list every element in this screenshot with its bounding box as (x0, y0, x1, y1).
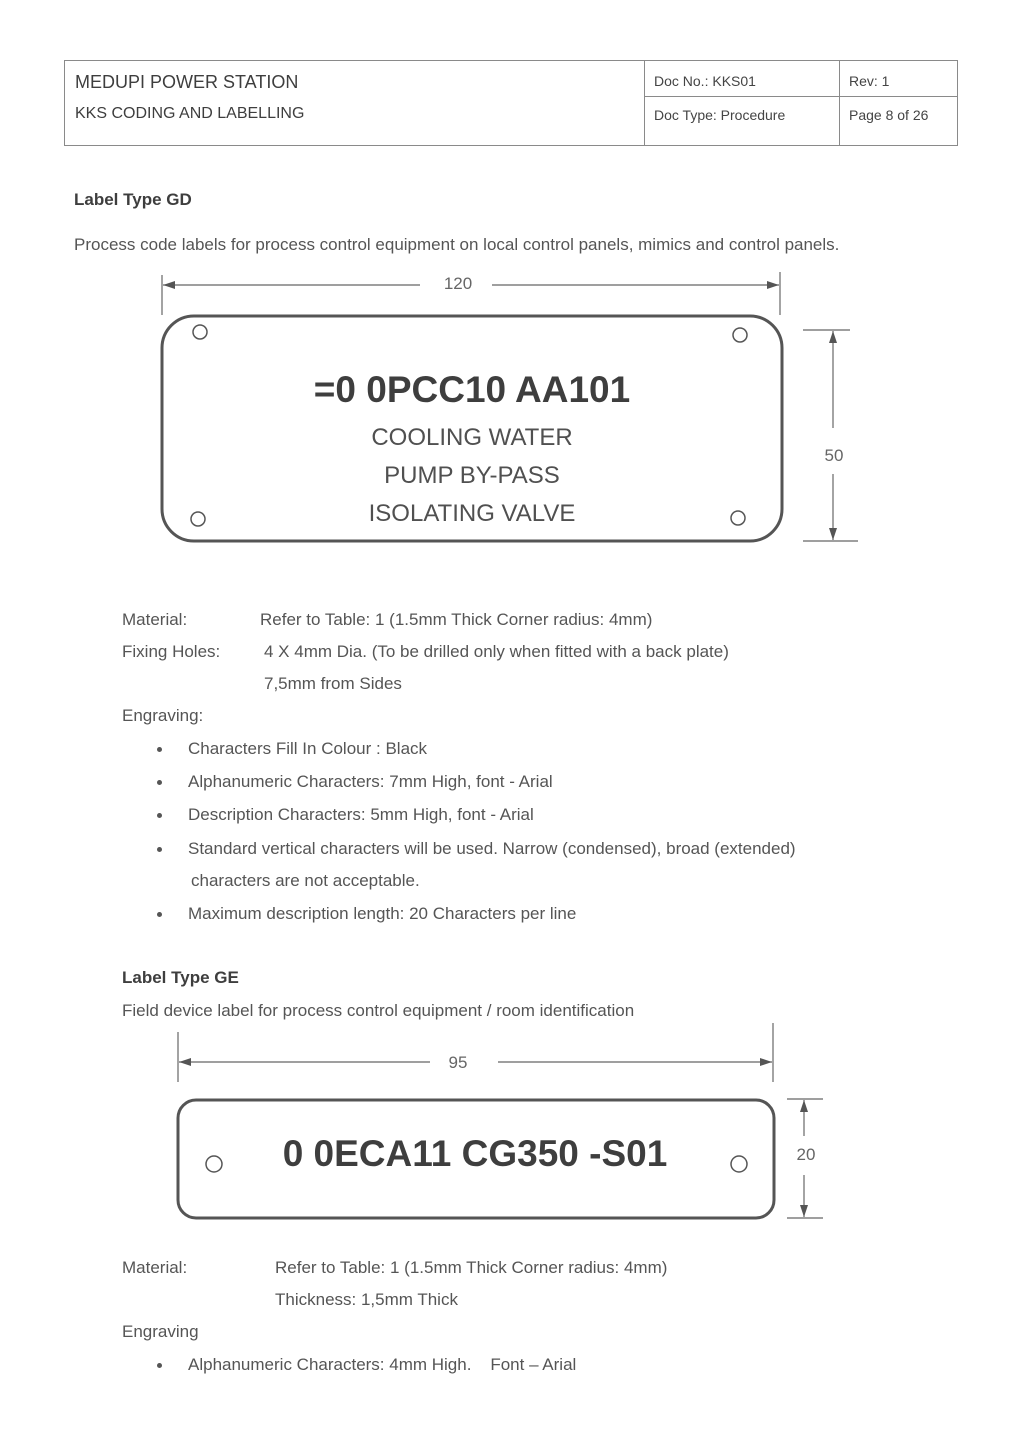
fixing-hole-icon (193, 325, 207, 339)
bullet-icon (157, 912, 162, 917)
revision: Rev: 1 (849, 73, 890, 89)
gd-fixing-value: 4 X 4mm Dia. (To be drilled only when fitted with a back plate) (264, 642, 729, 661)
gd-material-value: Refer to Table: 1 (1.5mm Thick Corner radius: 4mm) (260, 610, 653, 629)
fixing-hole-icon (191, 512, 205, 526)
gd-material-label: Material: (122, 610, 188, 629)
fixing-hole-icon (733, 328, 747, 342)
ge-dim-width: 95 (435, 1053, 481, 1073)
bullet-icon (157, 780, 162, 785)
ge-plate-code: 0 0ECA11 CG350 -S01 (282, 1133, 668, 1174)
gd-plate-desc-line: PUMP BY-PASS (384, 462, 560, 489)
ge-material-value: Refer to Table: 1 (1.5mm Thick Corner radius: 4mm) (275, 1258, 668, 1277)
ge-thickness-value: Thickness: 1,5mm Thick (275, 1290, 458, 1309)
fixing-hole-icon (206, 1156, 222, 1172)
doc-type: Doc Type: Procedure (654, 107, 786, 123)
gd-bullet: Alphanumeric Characters: 7mm High, font - Arial (188, 772, 553, 791)
arrow-down-icon (829, 528, 837, 540)
bullet-icon (157, 747, 162, 752)
ge-dim-height: 20 (792, 1145, 820, 1165)
gd-plate-desc-line: ISOLATING VALVE (368, 500, 576, 527)
bullet-icon (157, 847, 162, 852)
doc-number: Doc No.: KKS01 (654, 73, 756, 89)
gd-fixing-label: Fixing Holes: (122, 642, 221, 661)
doc-title: KKS CODING AND LABELLING (75, 105, 305, 122)
gd-engraving-label: Engraving: (122, 706, 204, 725)
gd-bullet: Characters Fill In Colour : Black (188, 739, 428, 758)
arrow-left-icon (163, 281, 175, 289)
arrow-up-icon (800, 1100, 808, 1112)
gd-plate-code: =0 0PCC10 AA101 (313, 369, 631, 410)
gd-dim-height: 50 (820, 446, 848, 466)
arrow-up-icon (829, 331, 837, 343)
ge-intro: Field device label for process control equipment / room identification (122, 1001, 635, 1020)
gd-bullet: Maximum description length: 20 Characters per line (188, 904, 577, 923)
org-name: MEDUPI POWER STATION (75, 72, 299, 92)
bullet-icon (157, 813, 162, 818)
gd-intro: Process code labels for process control equipment on local control panels, mimics and control panels. (74, 235, 840, 254)
ge-material-label: Material: (122, 1258, 188, 1277)
arrow-right-icon (760, 1058, 772, 1066)
gd-fixing-value-cont: 7,5mm from Sides (264, 674, 402, 693)
gd-plate-desc-line: COOLING WATER (371, 424, 573, 451)
arrow-left-icon (179, 1058, 191, 1066)
gd-dim-width: 120 (436, 274, 480, 294)
gd-heading: Label Type GD (74, 190, 192, 209)
gd-bullet-cont: characters are not acceptable. (191, 871, 420, 890)
gd-bullet: Standard vertical characters will be used. Narrow (condensed), broad (extended) (188, 839, 796, 858)
bullet-icon (157, 1363, 162, 1368)
fixing-hole-icon (731, 1156, 747, 1172)
ge-engraving-label: Engraving (122, 1322, 199, 1341)
ge-heading: Label Type GE (122, 968, 239, 987)
page-number: Page 8 of 26 (849, 107, 929, 123)
ge-label-drawing (0, 1020, 1024, 1230)
fixing-hole-icon (731, 511, 745, 525)
arrow-down-icon (800, 1205, 808, 1217)
arrow-right-icon (767, 281, 779, 289)
ge-bullet: Alphanumeric Characters: 4mm High. Font – Arial (188, 1355, 577, 1374)
gd-bullet: Description Characters: 5mm High, font - Arial (188, 805, 534, 824)
